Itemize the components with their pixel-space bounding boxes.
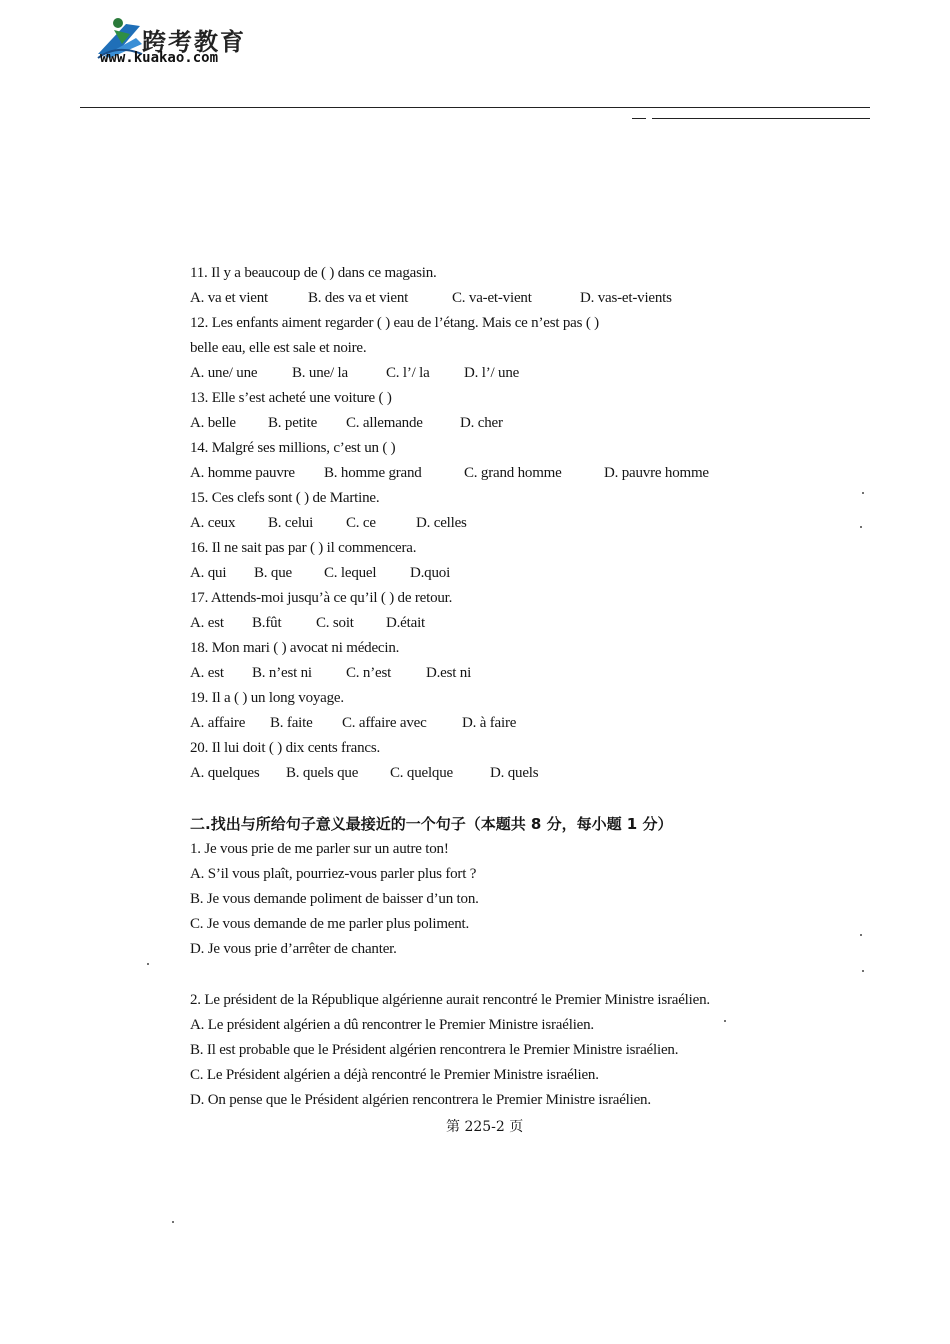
question-stem-11: 11. Il y a beaucoup de ( ) dans ce magasin. (190, 265, 437, 281)
part2-option: A. Le président algérien a dû rencontrer le Premier Ministre israélien. (190, 1017, 594, 1033)
section-gap (190, 786, 870, 812)
question-stem-12-continued: belle eau, elle est sale et noire. (190, 340, 367, 356)
part2-option: D. Je vous prie d’arrêter de chanter. (190, 941, 397, 957)
question-options-15 (190, 511, 870, 536)
scan-speck (860, 934, 862, 936)
part2-question-stem-1: 1. Je vous prie de me parler sur un autre ton! (190, 841, 449, 857)
option: D. à faire (462, 715, 517, 731)
option: D. pauvre homme (604, 465, 709, 481)
logo-chinese-text: 跨考教育 (142, 28, 246, 56)
option: C. allemande (346, 415, 423, 431)
question-stem-16: 16. Il ne sait pas par ( ) il commencera. (190, 540, 417, 556)
option: A. une/ une (190, 365, 258, 381)
option: C. soit (316, 615, 354, 631)
scan-speck (724, 1020, 726, 1022)
question-stem-14: 14. Malgré ses millions, c’est un ( ) (190, 440, 396, 456)
option: A. homme pauvre (190, 465, 295, 481)
part2-option: A. S’il vous plaît, pourriez-vous parler plus fort ? (190, 866, 477, 882)
option: C. lequel (324, 565, 377, 581)
option: A. ceux (190, 515, 236, 531)
option: B. petite (268, 415, 318, 431)
option: B. que (254, 565, 292, 581)
option: C. ce (346, 515, 376, 531)
scan-speck (172, 1221, 174, 1223)
question-stem-15: 15. Ces clefs sont ( ) de Martine. (190, 490, 380, 506)
question-stem-20: 20. Il lui doit ( ) dix cents francs. (190, 740, 381, 756)
question-options-13 (190, 411, 870, 436)
question-options-14 (190, 461, 870, 486)
option: B. n’est ni (252, 665, 312, 681)
scan-speck (860, 526, 862, 528)
header-rule-dash (632, 118, 646, 119)
option: D. cher (460, 415, 503, 431)
question-options-17 (190, 611, 870, 636)
scan-speck (862, 970, 864, 972)
option: A. belle (190, 415, 236, 431)
option: D. vas-et-vients (580, 290, 672, 306)
question-options-11 (190, 286, 870, 311)
header-rule (80, 107, 870, 108)
option: C. va-et-vient (452, 290, 532, 306)
question-stem-17: 17. Attends-moi jusqu’à ce qu’il ( ) de retour. (190, 590, 453, 606)
part2-option: C. Je vous demande de me parler plus poliment. (190, 916, 470, 932)
part2-option: D. On pense que le Président algérien rencontrera le Premier Ministre israélien. (190, 1092, 651, 1108)
option: A. est (190, 665, 224, 681)
option: D.est ni (426, 665, 472, 681)
option: B. des va et vient (308, 290, 409, 306)
option: A. quelques (190, 765, 260, 781)
option: D.était (386, 615, 426, 631)
scan-speck (147, 963, 149, 965)
part2-option: C. Le Président algérien a déjà rencontré le Premier Ministre israélien. (190, 1067, 599, 1083)
option: B.fût (252, 615, 282, 631)
option: B. une/ la (292, 365, 348, 381)
page-number: 第 225-2 页 (446, 1119, 524, 1135)
option: C. grand homme (464, 465, 562, 481)
option: B. faite (270, 715, 313, 731)
logo-url-text: www.kuakao.com (100, 50, 219, 66)
part2-option: B. Il est probable que le Président algérien rencontrera le Premier Ministre israélien. (190, 1042, 679, 1058)
option: C. n’est (346, 665, 392, 681)
option: C. l’/ la (386, 365, 430, 381)
option: A. affaire (190, 715, 246, 731)
question-options-20 (190, 761, 870, 786)
question-stem-18: 18. Mon mari ( ) avocat ni médecin. (190, 640, 400, 656)
option: D. quels (490, 765, 539, 781)
question-stem-19: 19. Il a ( ) un long voyage. (190, 690, 344, 706)
question-stem-12: 12. Les enfants aiment regarder ( ) eau de l’étang. Mais ce n’est pas ( ) (190, 315, 599, 331)
question-gap (190, 962, 870, 988)
option: A. est (190, 615, 224, 631)
part2-option: B. Je vous demande poliment de baisser d’un ton. (190, 891, 479, 907)
header-rule-short (652, 118, 870, 119)
option: A. va et vient (190, 290, 269, 306)
part2-question-stem-2: 2. Le président de la République algérienne aurait rencontré le Premier Ministre israélien. (190, 992, 710, 1008)
section-title-part2: 二.找出与所给句子意义最接近的一个句子（本题共 8 分，每小题 1 分） (190, 815, 673, 833)
option: A. qui (190, 565, 227, 581)
option: D.quoi (410, 565, 451, 581)
scan-speck (862, 492, 864, 494)
exam-content (190, 261, 870, 1113)
question-options-18 (190, 661, 870, 686)
option: C. quelque (390, 765, 453, 781)
question-stem-13: 13. Elle s’est acheté une voiture ( ) (190, 390, 392, 406)
option: B. celui (268, 515, 314, 531)
option: B. quels que (286, 765, 359, 781)
kuakao-logo (96, 14, 276, 70)
option: D. celles (416, 515, 467, 531)
option: B. homme grand (324, 465, 422, 481)
question-options-12 (190, 361, 870, 386)
option: D. l’/ une (464, 365, 520, 381)
question-options-16 (190, 561, 870, 586)
option: C. affaire avec (342, 715, 427, 731)
question-options-19 (190, 711, 870, 736)
